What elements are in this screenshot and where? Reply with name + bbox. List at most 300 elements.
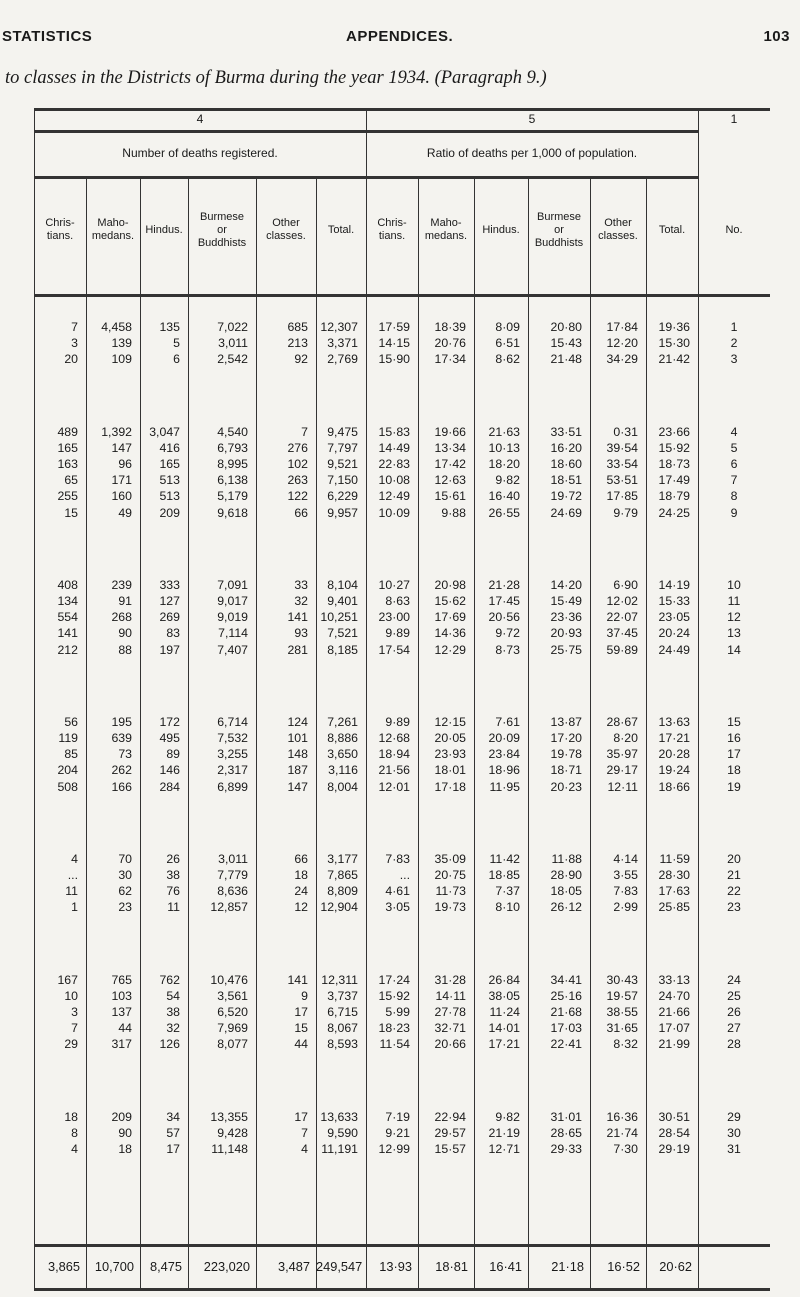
table-cell: 8,886: [327, 731, 358, 745]
row-number: 17: [727, 747, 741, 762]
table-cell: 25·16: [550, 988, 582, 1003]
table-cell: 54: [166, 988, 180, 1003]
table-cell: 90: [118, 626, 132, 641]
total-cell: 10,700: [94, 1259, 134, 1274]
table-cell: 148: [287, 747, 308, 762]
table-cell: 7,150: [327, 473, 358, 488]
table-cell: 3: [71, 1005, 78, 1019]
table-cell: 18·23: [378, 1021, 410, 1036]
table-cell: 19·72: [550, 489, 582, 504]
table-cell: 268: [111, 610, 132, 625]
table-cell: 15·83: [378, 424, 410, 439]
table-cell: 685: [287, 320, 308, 334]
table-cell: 22·07: [606, 610, 638, 625]
table-cell: 17·49: [658, 473, 690, 488]
column-header-line: Other: [272, 217, 300, 229]
table-cell: 17·20: [550, 731, 582, 745]
table-cell: 127: [159, 594, 180, 608]
table-cell: 11·88: [551, 851, 582, 866]
table-cell: 62: [118, 884, 132, 899]
table-cell: 17·59: [378, 320, 410, 334]
table-cell: 21·68: [550, 1005, 582, 1019]
table-cell: 12·99: [378, 1142, 410, 1156]
table-cell: 29·57: [434, 1125, 466, 1140]
table-cell: 7: [71, 320, 78, 334]
table-cell: 20·66: [434, 1037, 466, 1052]
table-cell: 8,995: [217, 457, 248, 471]
table-cell: 109: [111, 352, 132, 367]
table-cell: 6,229: [327, 489, 358, 504]
table-cell: 33·51: [550, 424, 582, 439]
table-cell: 34·41: [550, 972, 582, 987]
table-cell: 10: [64, 988, 78, 1003]
total-cell: 249,547: [316, 1259, 363, 1274]
table-cell: 102: [287, 457, 308, 471]
table-cell: 10·27: [378, 577, 410, 592]
table-cell: 262: [111, 763, 132, 778]
table-cell: 93: [294, 626, 308, 641]
table-cell: 762: [159, 972, 180, 987]
column-header: [366, 217, 418, 243]
table-cell: 165: [159, 457, 180, 471]
table-cell: 495: [159, 731, 180, 745]
table-cell: 35·09: [434, 851, 466, 866]
table-cell: 22·83: [378, 457, 410, 471]
table-cell: 44: [118, 1021, 132, 1036]
table-cell: 126: [159, 1037, 180, 1052]
table-cell: 15·90: [378, 352, 410, 367]
table-cell: 2,317: [217, 763, 248, 778]
table-cell: 33: [294, 577, 308, 592]
column-header-line: classes.: [598, 230, 638, 242]
row-number: 29: [727, 1109, 741, 1124]
table-cell: 17·42: [434, 457, 466, 471]
table-cell: 5: [173, 336, 180, 351]
table-cell: 8,185: [327, 642, 358, 657]
table-cell: 9·82: [495, 473, 520, 488]
table-cell: 25·85: [658, 900, 690, 915]
total-cell: 223,020: [203, 1259, 250, 1274]
table-cell: 11·59: [659, 851, 690, 866]
table-cell: 13·34: [434, 440, 466, 455]
column-header: [188, 211, 256, 250]
table-cell: 139: [111, 336, 132, 351]
table-cell: 6,138: [217, 473, 248, 488]
table-cell: 8·09: [495, 320, 520, 334]
row-number: 22: [727, 884, 741, 899]
table-cell: 146: [159, 763, 180, 778]
table-cell: 19·78: [550, 747, 582, 762]
table-cell: 22·41: [550, 1037, 582, 1052]
column-header-line: classes.: [266, 230, 306, 242]
table-cell: 59·89: [606, 642, 638, 657]
table-cell: 17·21: [488, 1037, 520, 1052]
table-cell: 12·49: [378, 489, 410, 504]
table-cell: 18·01: [434, 763, 466, 778]
table-cell: 8,809: [327, 884, 358, 899]
group-title-deaths: Number of deaths registered.: [122, 146, 278, 160]
table-cell: 24: [294, 884, 308, 899]
column-header-line: Other: [604, 217, 632, 229]
table-cell: 11·42: [489, 851, 520, 866]
table-cell: 91: [118, 594, 132, 608]
table-cell: 24·25: [658, 505, 690, 520]
table-cell: 213: [287, 336, 308, 351]
table-cell: ...: [67, 868, 78, 882]
table-cell: 18: [64, 1109, 78, 1124]
column-header-line: Hindus.: [145, 223, 183, 236]
table-cell: 141: [57, 626, 78, 641]
table-cell: 9·21: [385, 1125, 410, 1140]
table-cell: 333: [159, 577, 180, 592]
table-cell: 28·54: [658, 1125, 690, 1140]
table-cell: 4,458: [101, 320, 132, 334]
row-number: 31: [727, 1142, 741, 1156]
table-cell: 12·02: [606, 594, 638, 608]
table-caption: to classes in the Districts of Burma during the year 1934. (Paragraph 9.): [5, 68, 547, 88]
table-cell: 6,714: [217, 714, 248, 729]
table-cell: 29·33: [550, 1142, 582, 1156]
table-cell: 209: [111, 1109, 132, 1124]
table-cell: 19·73: [434, 900, 466, 915]
table-cell: 103: [111, 988, 132, 1003]
table-cell: 17: [294, 1109, 308, 1124]
total-cell: 16·41: [489, 1259, 522, 1274]
table-cell: 172: [159, 714, 180, 729]
table-cell: 20: [64, 352, 78, 367]
table-cell: 20·05: [434, 731, 466, 745]
table-cell: 554: [57, 610, 78, 625]
table-cell: 14·01: [488, 1021, 520, 1036]
table-cell: 20·28: [658, 747, 690, 762]
table-cell: 3,650: [327, 747, 358, 762]
no-column-label: No.: [725, 224, 743, 236]
table-cell: 3: [71, 336, 78, 351]
table-cell: 7: [301, 1125, 308, 1140]
total-cell: 20·62: [659, 1259, 692, 1274]
table-cell: 8·63: [385, 594, 410, 608]
table-cell: 147: [287, 779, 308, 794]
table-cell: 9,017: [217, 594, 248, 608]
table-cell: 2,769: [327, 352, 358, 367]
table-cell: ...: [399, 868, 410, 882]
column-header: [646, 224, 698, 237]
table-cell: 28·30: [658, 868, 690, 882]
column-header-line: Burmese: [199, 210, 245, 223]
group-number-5: 5: [528, 112, 536, 126]
table-cell: 29: [64, 1037, 78, 1052]
table-cell: 171: [111, 473, 132, 488]
table-cell: 21·48: [550, 352, 582, 367]
table-cell: 24·49: [658, 642, 690, 657]
table-cell: 20·80: [550, 320, 582, 334]
table-cell: 23·84: [488, 747, 520, 762]
table-cell: 11: [65, 884, 78, 899]
total-cell: 16·52: [607, 1259, 640, 1274]
column-header: [140, 224, 188, 237]
column-header-line: Buddhists: [197, 236, 247, 249]
table-cell: 26·55: [488, 505, 520, 520]
column-header-line: or: [554, 223, 564, 236]
column-header-line: Total.: [658, 223, 686, 236]
table-cell: 92: [294, 352, 308, 367]
row-number: 20: [727, 851, 741, 866]
table-cell: 8,593: [327, 1037, 358, 1052]
table-cell: 17·07: [658, 1021, 690, 1036]
column-header: [34, 217, 86, 243]
table-cell: 11·73: [435, 884, 466, 899]
table-cell: 239: [111, 577, 132, 592]
table-top-rule: [34, 108, 770, 111]
row-number: 26: [727, 1005, 741, 1019]
table-cell: 124: [287, 714, 308, 729]
row-number: 12: [727, 610, 741, 625]
table-cell: 9,521: [327, 457, 358, 471]
table-cell: 21·28: [488, 577, 520, 592]
table-cell: 18: [294, 868, 308, 882]
table-cell: 167: [57, 972, 78, 987]
table-cell: 141: [287, 610, 308, 625]
table-cell: 21·56: [378, 763, 410, 778]
table-cell: 7,865: [327, 868, 358, 882]
table-cell: 23·00: [378, 610, 410, 625]
table-cell: 9,401: [327, 594, 358, 608]
table-cell: 96: [118, 457, 132, 471]
table-cell: 13,355: [210, 1109, 248, 1124]
table-cell: 33·13: [658, 972, 690, 987]
table-cell: 18·39: [434, 320, 466, 334]
table-cell: 8,067: [327, 1021, 358, 1036]
table-cell: 4,540: [217, 424, 248, 439]
table-cell: 8·73: [495, 642, 520, 657]
table-cell: 18·96: [488, 763, 520, 778]
table-cell: 7·61: [495, 714, 520, 729]
table-cell: 10·08: [378, 473, 410, 488]
table-cell: 17·54: [378, 642, 410, 657]
table-cell: 20·56: [488, 610, 520, 625]
table-cell: 21·66: [658, 1005, 690, 1019]
table-cell: 18·05: [550, 884, 582, 899]
table-cell: 7,261: [327, 714, 358, 729]
table-cell: 3,047: [149, 424, 180, 439]
table-cell: 9,590: [327, 1125, 358, 1140]
total-cell: 3,487: [277, 1259, 310, 1274]
column-header-line: Total.: [327, 223, 355, 236]
table-cell: 31·28: [434, 972, 466, 987]
table-cell: 20·98: [434, 577, 466, 592]
table-cell: 57: [166, 1125, 180, 1140]
table-cell: 15·33: [658, 594, 690, 608]
header-bottom-rule: [34, 294, 770, 297]
table-cell: 17: [166, 1142, 180, 1156]
table-cell: 317: [111, 1037, 132, 1052]
table-cell: 9,428: [217, 1125, 248, 1140]
row-number: 16: [727, 731, 741, 745]
table-cell: 7,114: [218, 626, 248, 641]
table-cell: 513: [159, 489, 180, 504]
table-cell: 204: [57, 763, 78, 778]
column-header-line: tians.: [46, 230, 74, 242]
column-header: [418, 217, 474, 243]
table-cell: 21·99: [658, 1037, 690, 1052]
table-cell: 276: [287, 440, 308, 455]
row-number: 15: [727, 714, 741, 729]
table-cell: 3,011: [218, 851, 248, 866]
table-cell: 9,019: [217, 610, 248, 625]
table-cell: 27·78: [434, 1005, 466, 1019]
table-cell: 7,532: [217, 731, 248, 745]
table-cell: 7·19: [385, 1109, 410, 1124]
table-cell: 11: [167, 900, 180, 915]
column-header-line: medans.: [424, 230, 468, 242]
table-cell: 16·20: [550, 440, 582, 455]
table-cell: 35·97: [606, 747, 638, 762]
table-cell: 7,797: [327, 440, 358, 455]
column-header: [86, 217, 140, 243]
table-cell: 408: [57, 577, 78, 592]
table-bottom-rule: [34, 1288, 770, 1291]
table-cell: 76: [166, 884, 180, 899]
table-cell: 22·94: [434, 1109, 466, 1124]
column-header: [590, 217, 646, 243]
table-cell: 11·54: [379, 1037, 410, 1052]
row-number: 8: [730, 489, 738, 504]
total-cell: 3,865: [47, 1259, 80, 1274]
table-cell: 15·57: [434, 1142, 466, 1156]
row-number: 21: [727, 868, 741, 882]
table-cell: 24·69: [550, 505, 582, 520]
table-cell: 17·85: [606, 489, 638, 504]
table-cell: 10·13: [488, 440, 520, 455]
table-cell: 4: [71, 1142, 78, 1156]
table-cell: 73: [118, 747, 132, 762]
table-cell: 9·82: [495, 1109, 520, 1124]
table-cell: 33·54: [606, 457, 638, 471]
table-cell: 12,311: [321, 972, 358, 987]
table-cell: 639: [111, 731, 132, 745]
table-cell: 7·83: [385, 851, 410, 866]
table-cell: 7: [301, 424, 308, 439]
table-cell: 1: [71, 900, 78, 915]
table-cell: 513: [159, 473, 180, 488]
table-cell: 44: [294, 1037, 308, 1052]
table-cell: 18·66: [658, 779, 690, 794]
table-cell: 416: [159, 440, 180, 455]
total-cell: 18·81: [435, 1259, 468, 1274]
table-cell: 12·11: [607, 779, 638, 794]
table-cell: 56: [64, 714, 78, 729]
column-header: [316, 224, 366, 237]
table-cell: 212: [57, 642, 78, 657]
table-cell: 135: [159, 320, 180, 334]
table-cell: 8: [71, 1125, 78, 1140]
table-cell: 119: [58, 731, 78, 745]
table-cell: 15·30: [658, 336, 690, 351]
table-cell: 14·11: [435, 988, 466, 1003]
column-header-line: Chris-: [45, 217, 75, 229]
row-number: 19: [727, 779, 741, 794]
table-cell: 147: [111, 440, 132, 455]
table-cell: 3,371: [327, 336, 358, 351]
table-cell: 38·05: [488, 988, 520, 1003]
row-number: 4: [730, 424, 738, 439]
table-cell: 17·45: [488, 594, 520, 608]
table-cell: 90: [118, 1125, 132, 1140]
table-cell: 284: [159, 779, 180, 794]
table-cell: 16·40: [488, 489, 520, 504]
table-cell: 1,392: [101, 424, 132, 439]
table-cell: 9,618: [217, 505, 248, 520]
table-cell: 17·69: [434, 610, 466, 625]
column-header: [528, 211, 590, 250]
table-cell: 3,561: [217, 988, 248, 1003]
table-cell: 489: [57, 424, 78, 439]
table-cell: 7,091: [217, 577, 248, 592]
table-cell: 122: [287, 489, 308, 504]
table-cell: 4: [71, 851, 78, 866]
row-number: 24: [727, 972, 741, 987]
table-cell: 137: [111, 1005, 132, 1019]
column-header: [474, 224, 528, 237]
table-cell: 89: [166, 747, 180, 762]
table-cell: 66: [294, 505, 308, 520]
row-number: 11: [727, 594, 741, 608]
table-cell: 10·09: [378, 505, 410, 520]
table-cell: 18·73: [658, 457, 690, 471]
table-cell: 4·61: [385, 884, 410, 899]
table-cell: 19·57: [606, 988, 638, 1003]
table-cell: 20·24: [658, 626, 690, 641]
table-cell: 32: [166, 1021, 180, 1036]
table-cell: 11,148: [211, 1142, 248, 1156]
table-cell: 9: [301, 988, 308, 1003]
row-number: 7: [730, 473, 738, 488]
table-cell: 88: [118, 642, 132, 657]
table-cell: 14·36: [434, 626, 466, 641]
table-cell: 18·94: [378, 747, 410, 762]
table-cell: 15: [64, 505, 78, 520]
table-cell: 18·79: [658, 489, 690, 504]
page-number: 103: [763, 28, 790, 45]
table-cell: 39·54: [606, 440, 638, 455]
table-cell: 30: [118, 868, 132, 882]
group-number-4: 4: [196, 112, 204, 126]
row-number: 2: [730, 336, 738, 351]
table-cell: 26: [166, 851, 180, 866]
table-cell: 6,715: [327, 1005, 358, 1019]
column-header-line: Hindus.: [482, 223, 520, 236]
table-cell: 53·51: [606, 473, 638, 488]
table-cell: 21·74: [606, 1125, 638, 1140]
row-number: 6: [730, 457, 738, 471]
table-cell: 6,793: [217, 440, 248, 455]
table-cell: 83: [166, 626, 180, 641]
table-cell: 269: [159, 610, 180, 625]
table-cell: 15·62: [434, 594, 466, 608]
row-number: 1: [730, 320, 738, 334]
table-cell: 26·84: [488, 972, 520, 987]
table-cell: 10,251: [320, 610, 358, 625]
table-cell: 8,104: [327, 577, 358, 592]
table-cell: 9·72: [495, 626, 520, 641]
totals-top-rule: [34, 1244, 770, 1247]
table-cell: 17·24: [378, 972, 410, 987]
table-cell: 195: [111, 714, 132, 729]
table-cell: 38·55: [606, 1005, 638, 1019]
table-cell: 17·34: [434, 352, 466, 367]
table-cell: 17·63: [658, 884, 690, 899]
table-cell: 15: [294, 1021, 308, 1036]
